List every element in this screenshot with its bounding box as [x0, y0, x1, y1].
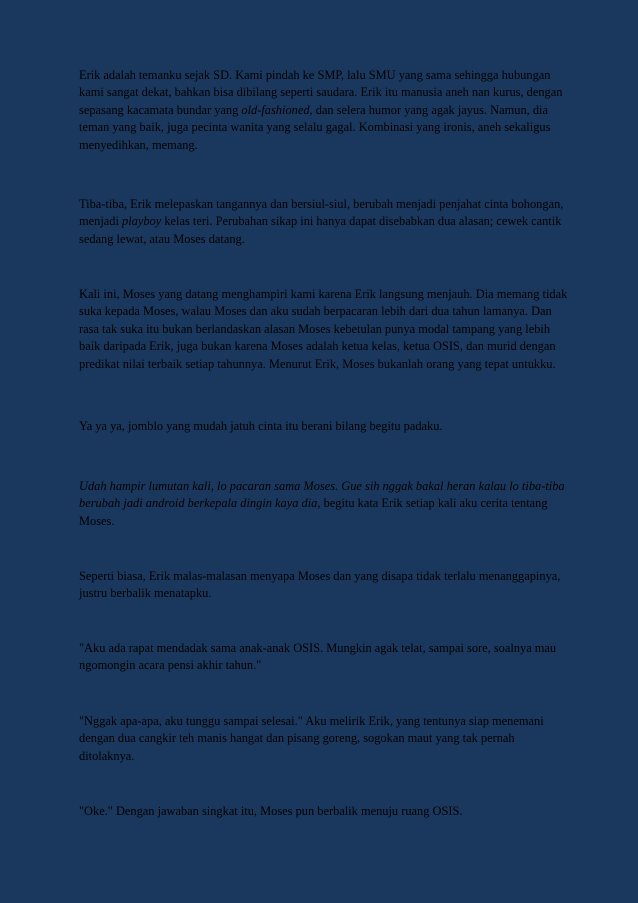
- paragraph-6: [79, 568, 569, 603]
- text-segment: Ya ya ya, jomblo yang mudah jatuh cinta itu berani bilang begitu padaku.: [79, 419, 443, 433]
- text-segment: "Oke." Dengan jawaban singkat itu, Moses pun berbalik menuju ruang OSIS.: [79, 804, 463, 818]
- paragraph-5: [79, 478, 569, 530]
- paragraph-2: [79, 196, 569, 248]
- text-segment: Kali ini, Moses yang datang menghampiri kami karena Erik langsung menjauh. Dia memang tidak suka kepada Moses, walau Moses dan aku sudah berpacaran lebih dari dua tahun lamanya. Dan rasa tak suka itu bukan berlandaskan alasan Moses kebetulan punya modal tampang yang lebih baik daripada Erik, juga bukan karena Moses adalah ketua kelas, ketua OSIS, dan murid dengan predikat nilai terbaik setiap tahunnya. Menurut Erik, Moses bukanlah orang yang tepat untukku.: [79, 287, 568, 371]
- text-segment: "Nggak apa-apa, aku tunggu sampai selesai." Aku melirik Erik, yang tentunya siap menemani dengan dua cangkir teh manis hangat dan pisang goreng, sogokan maut yang tak pernah ditolaknya.: [79, 714, 544, 763]
- text-segment: Seperti biasa, Erik malas-malasan menyapa Moses dan yang disapa tidak terlalu menanggapinya, justru berbalik menatapku.: [79, 569, 561, 601]
- paragraph-8: [79, 713, 569, 765]
- text-segment: begitu kata Erik setiap kali aku cerita tentang Moses.: [79, 496, 548, 528]
- paragraph-7: [79, 640, 569, 675]
- text-segment: Erik adalah temanku sejak SD. Kami pindah ke SMP, lalu SMU yang sama sehingga hubungan kami sangat dekat, bahkan bisa dibilang seperti saudara. Erik itu manusia aneh nan kurus, dengan sepasang kacamata bundar yang: [79, 68, 563, 117]
- italic-segment: Udah hampir lumutan kali, lo pacaran sama Moses. Gue sih nggak bakal heran kalau lo tiba-tiba berubah jadi android berkepala dingin kaya dia,: [79, 479, 565, 511]
- text-segment: kelas teri. Perubahan sikap ini hanya dapat disebabkan dua alasan; cewek cantik sedang lewat, atau Moses datang.: [79, 214, 562, 246]
- paragraph-9: [79, 803, 569, 820]
- text-segment: , dan selera humor yang agak jayus. Namun, dia teman yang baik, juga pecinta wanita yang selalu gagal. Kombinasi yang ironis, aneh sekaligus menyedihkan, memang.: [79, 102, 551, 152]
- paragraph-1: [79, 67, 569, 154]
- paragraph-3: [79, 286, 569, 373]
- text-segment: "Aku ada rapat mendadak sama anak-anak OSIS. Mungkin agak telat, sampai sore, soalnya mau ngomongin acara pensi akhir tahun.": [79, 641, 557, 673]
- paragraph-4: [79, 418, 569, 435]
- text-segment: Tiba-tiba, Erik melepaskan tangannya dan bersiul-siul, berubah menjadi penjahat cinta bohongan, menjadi: [79, 197, 564, 229]
- italic-segment: playboy: [122, 214, 162, 229]
- italic-segment: old-fashioned: [241, 102, 310, 117]
